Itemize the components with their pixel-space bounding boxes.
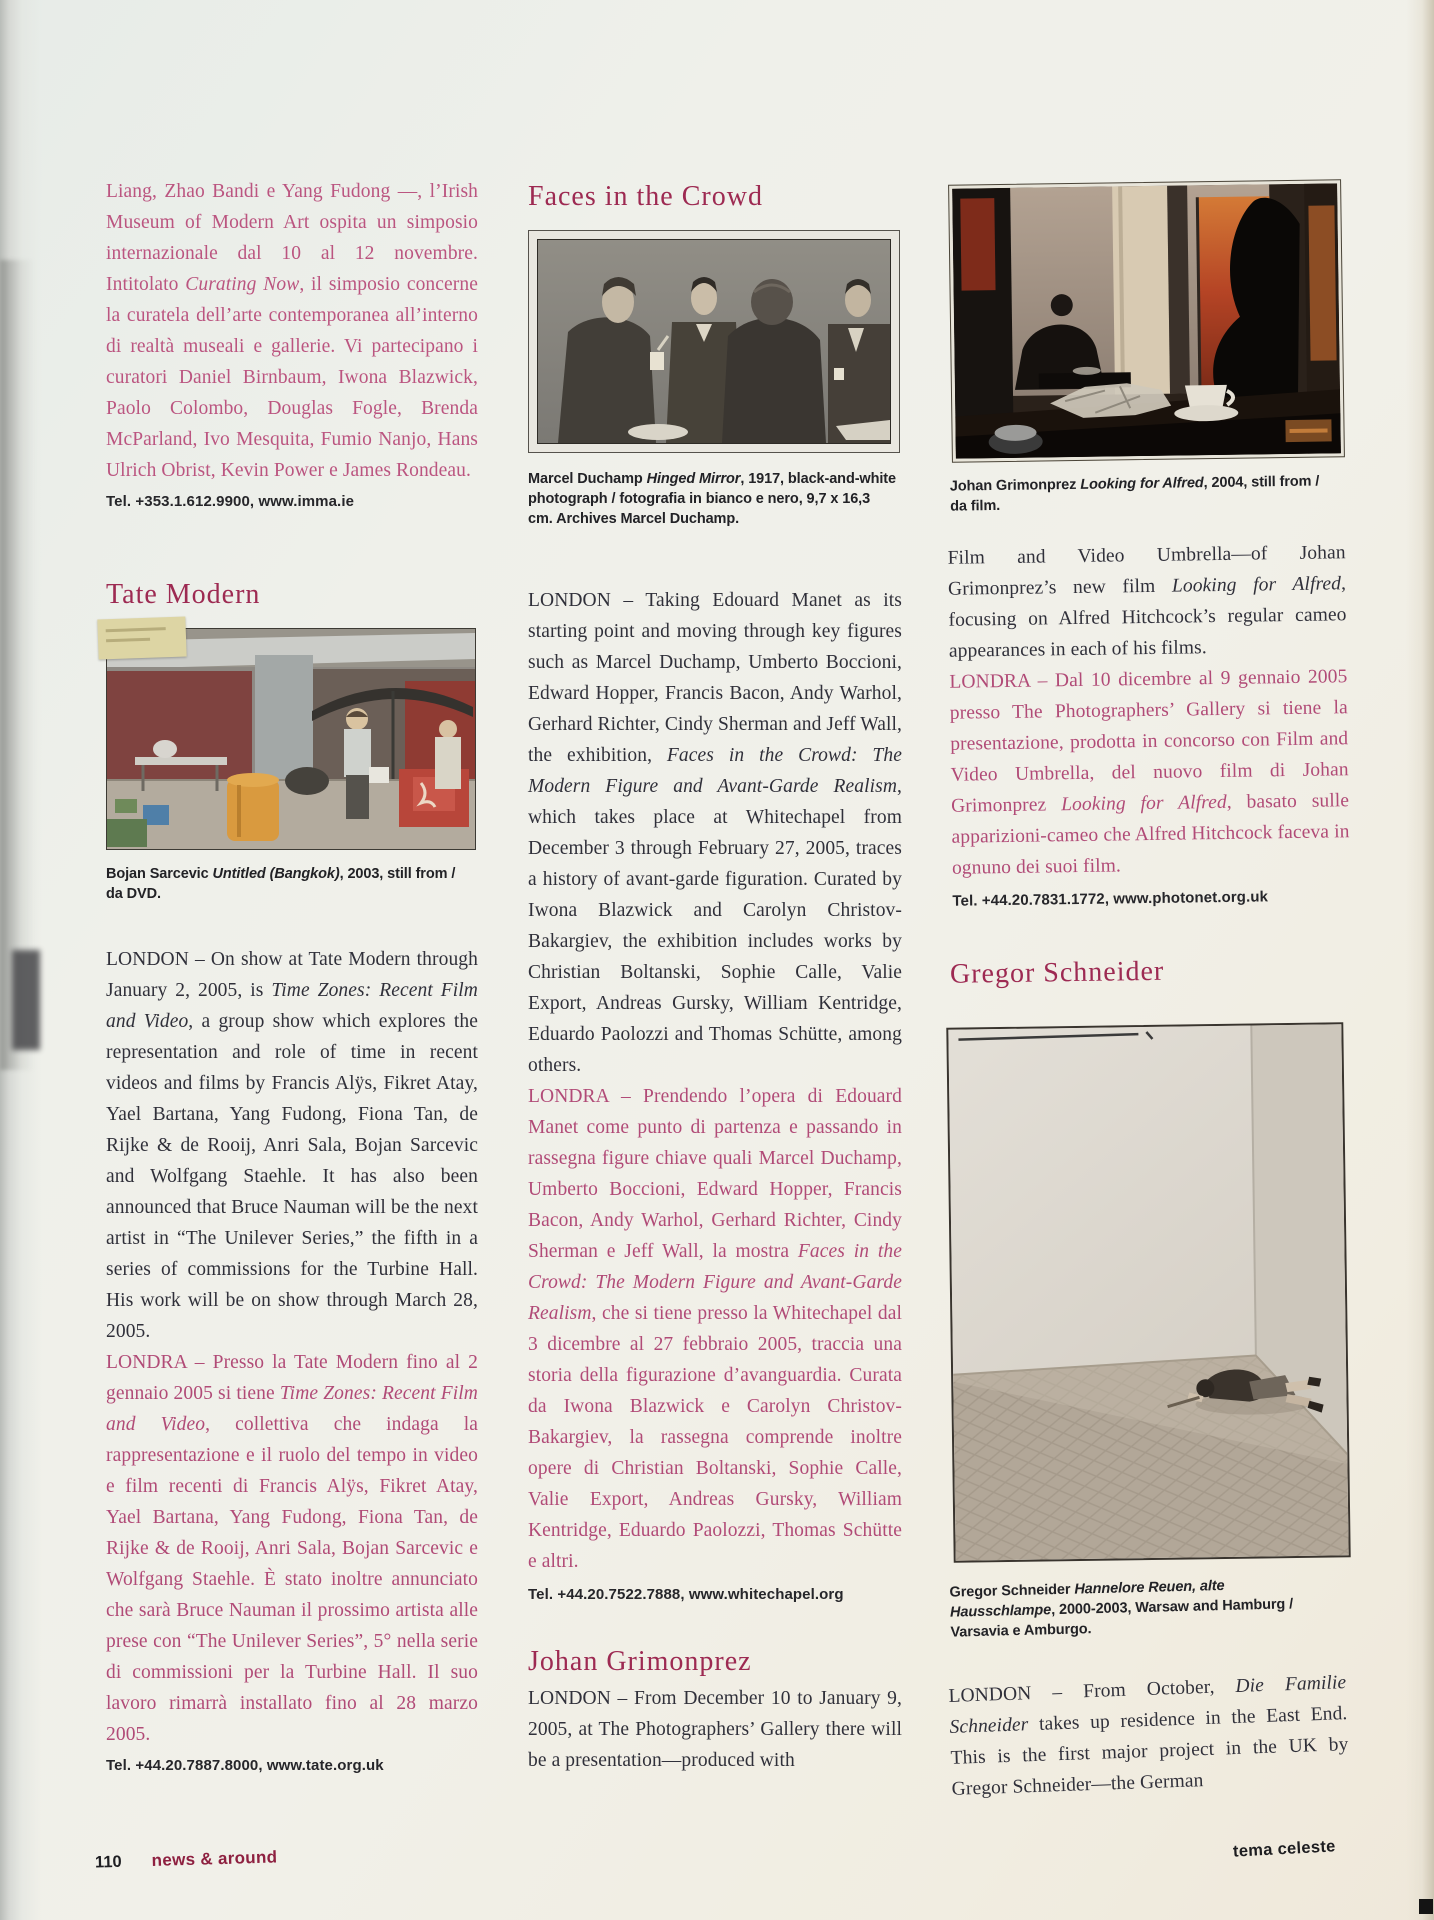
bangkok-still-image — [106, 628, 476, 850]
looking-for-alfred-art — [952, 183, 1341, 458]
imma-contact-line: Tel. +353.1.612.9900, www.imma.ie — [106, 493, 355, 510]
imma-article-text: Liang, Zhao Bandi e Yang Fudong —, l’Irish Museum of Modern Art ospita un simposio internazionale dal 10 al 12 novembre. Intitolato Curating Now, il simposio concerne la curatela dell’arte contemporanea all’interno di realtà museali e gallerie. Vi partecipano i curatori Daniel Birnbaum, Iwona Blazwick, Paolo Colombo, Douglas Fogle, Brenda McParland, Ivo Mesquita, Fumio Nanjo, Hans Ulrich Obrist, Kevin Power e James Rondeau. — [106, 181, 478, 481]
right-column — [947, 182, 1350, 1800]
page-number: 110 — [94, 1852, 122, 1872]
magazine-name: tema celeste — [1232, 1837, 1337, 1861]
looking-for-alfred-caption: Johan Grimonprez Looking for Alfred, 2004, still from / da film. — [949, 473, 1320, 515]
hannelore-reuen-art — [948, 1024, 1348, 1560]
faces-article-english: LONDON – Taking Edouard Manet as its starting point and moving through key figures such as Marcel Duchamp, Umberto Boccioni, Edward Hopper, Francis Bacon, Andy Warhol, Gerhard Richter, Cindy Sherman and Jeff Wall, the exhibition, Faces in the Crowd: The Modern Figure and Avant-Garde Realism, which takes place at Whitechapel from December 3 through February 27, 2005, traces a history of avant-garde figuration. Curated by Iwona Blazwick and Carolyn Christov-Bakargiev, the exhibition includes works by Christian Boltanski, Sophie Calle, Valie Export, Andreas Gursky, William Kentridge, Eduardo Paolozzi and Thomas Schütte, among others. — [528, 590, 902, 1076]
scan-corner-mark — [1419, 1899, 1433, 1914]
looking-for-alfred-image — [948, 179, 1345, 462]
schneider-heading: Gregor Schneider — [949, 955, 1165, 990]
tate-article-english: LONDON – On show at Tate Modern through January 2, 2005, is Time Zones: Recent Film and Video, a group show which explores the representation and role of time in recent videos and films by Francis Alÿs, Fikret Atay, Yael Bartana, Yang Fudong, Fiona Tan, de Rijke & de Rooij, Anri Sala, Bojan Sarcevic and Wolfgang Staehle. It has also been announced that Bruce Nauman will be the next artist in “The Unilever Series,” the fifth in a series of commissions for the Turbine Hall. His work will be on show through March 28, 2005. — [106, 949, 478, 1342]
hinged-mirror-caption: Marcel Duchamp Hinged Mirror, 1917, black-and-white photograph / fotografia in bianco e nero, 9,7 x 16,3 cm. Archives Marcel Duchamp. — [528, 471, 896, 527]
section-label: news & around — [151, 1847, 278, 1870]
grimonprez-contact-line: Tel. +44.20.7831.1772, www.photonet.org.uk — [952, 888, 1269, 910]
grimonprez-article-italian: LONDRA – Dal 10 dicembre al 9 gennaio 2005 presso The Photographers’ Gallery si tiene la presentazione, prodotta in concorso con Film and Video Umbrella, del nuovo film di Johan Grimonprez Looking for Alfred, basato sulle apparizioni-cameo che Alfred Hitchcock faceva in ognuno dei suoi film. — [949, 666, 1350, 879]
hannelore-reuen-caption: Gregor Schneider Hannelore Reuen, alte Hausschlampe, 2000-2003, Warsaw and Hamburg / Varsavia e Amburgo. — [949, 1577, 1294, 1641]
left-column — [106, 176, 478, 1776]
footer-left — [95, 1847, 278, 1872]
bangkok-still-art — [107, 629, 475, 849]
scan-edge-right — [1406, 0, 1434, 1920]
hannelore-reuen-image — [946, 1022, 1350, 1562]
bangkok-caption: Bojan Sarcevic Untitled (Bangkok), 2003, still from / da DVD. — [106, 866, 456, 902]
scan-edge-left-blob — [12, 950, 40, 1050]
tate-modern-heading: Tate Modern — [106, 579, 261, 610]
faces-heading: Faces in the Crowd — [528, 181, 763, 212]
faces-contact-line: Tel. +44.20.7522.7888, www.whitechapel.org — [528, 1586, 844, 1603]
scan-edge-left-shadow — [0, 260, 34, 1070]
grimonprez-article-english: Film and Video Umbrella—of Johan Grimonprez’s new film Looking for Alfred, focusing on Alfred Hitchcock’s regular cameo appearances in each of his films. — [947, 542, 1347, 662]
schneider-article-english: LONDON – From October, Die Familie Schneider takes up residence in the East End. This is the first major project in the UK by Gregor Schneider—the German — [948, 1672, 1349, 1800]
tate-contact-line: Tel. +44.20.7887.8000, www.tate.org.uk — [106, 1757, 384, 1774]
middle-column — [528, 180, 902, 1776]
grimonprez-heading: Johan Grimonprez — [528, 1646, 752, 1677]
faces-article-italian: LONDRA – Prendendo l’opera di Edouard Manet come punto di partenza e passando in rassegna figure chiave quali Marcel Duchamp, Umberto Boccioni, Edward Hopper, Francis Bacon, Andy Warhol, Gerhard Richter, Cindy Sherman e Jeff Wall, la mostra Faces in the Crowd: The Modern Figure and Avant-Garde Realism, che si tiene presso la Whitechapel dal 3 dicembre al 27 febbraio 2005, traccia una storia della figurazione d’avanguardia. Curata da Iwona Blazwick e Carolyn Christov-Bakargiev, la rassegna comprende inoltre opere di Christian Boltanski, Sophie Calle, Valie Export, Andreas Gursky, William Kentridge, Eduardo Paolozzi, Thomas Schütte e altri. — [528, 1086, 902, 1572]
grimonprez-article-start: LONDON – From December 10 to January 9, 2005, at The Photographers’ Gallery there will be a presentation—produced with — [528, 1688, 902, 1771]
bangkok-photo-corner-note — [97, 616, 186, 659]
tate-article-italian: LONDRA – Presso la Tate Modern fino al 2 gennaio 2005 si tiene Time Zones: Recent Film and Video, collettiva che indaga la rappresentazione e il ruolo del tempo in video e film recenti di Francis Alÿs, Fikret Atay, Yael Bartana, Yang Fudong, Fiona Tan, de Rijke & de Rooij, Anri Sala, Bojan Sarcevic e Wolfgang Staehle. È stato inoltre annunciato che sarà Bruce Nauman il prossimo artista alle prese con “The Unilever Series”, 5° nella serie di commissioni per la Turbine Hall. Il suo lavoro rimarrà installato fino al 28 marzo 2005. — [106, 1352, 479, 1745]
hinged-mirror-image — [528, 230, 902, 453]
hinged-mirror-art — [538, 240, 890, 443]
